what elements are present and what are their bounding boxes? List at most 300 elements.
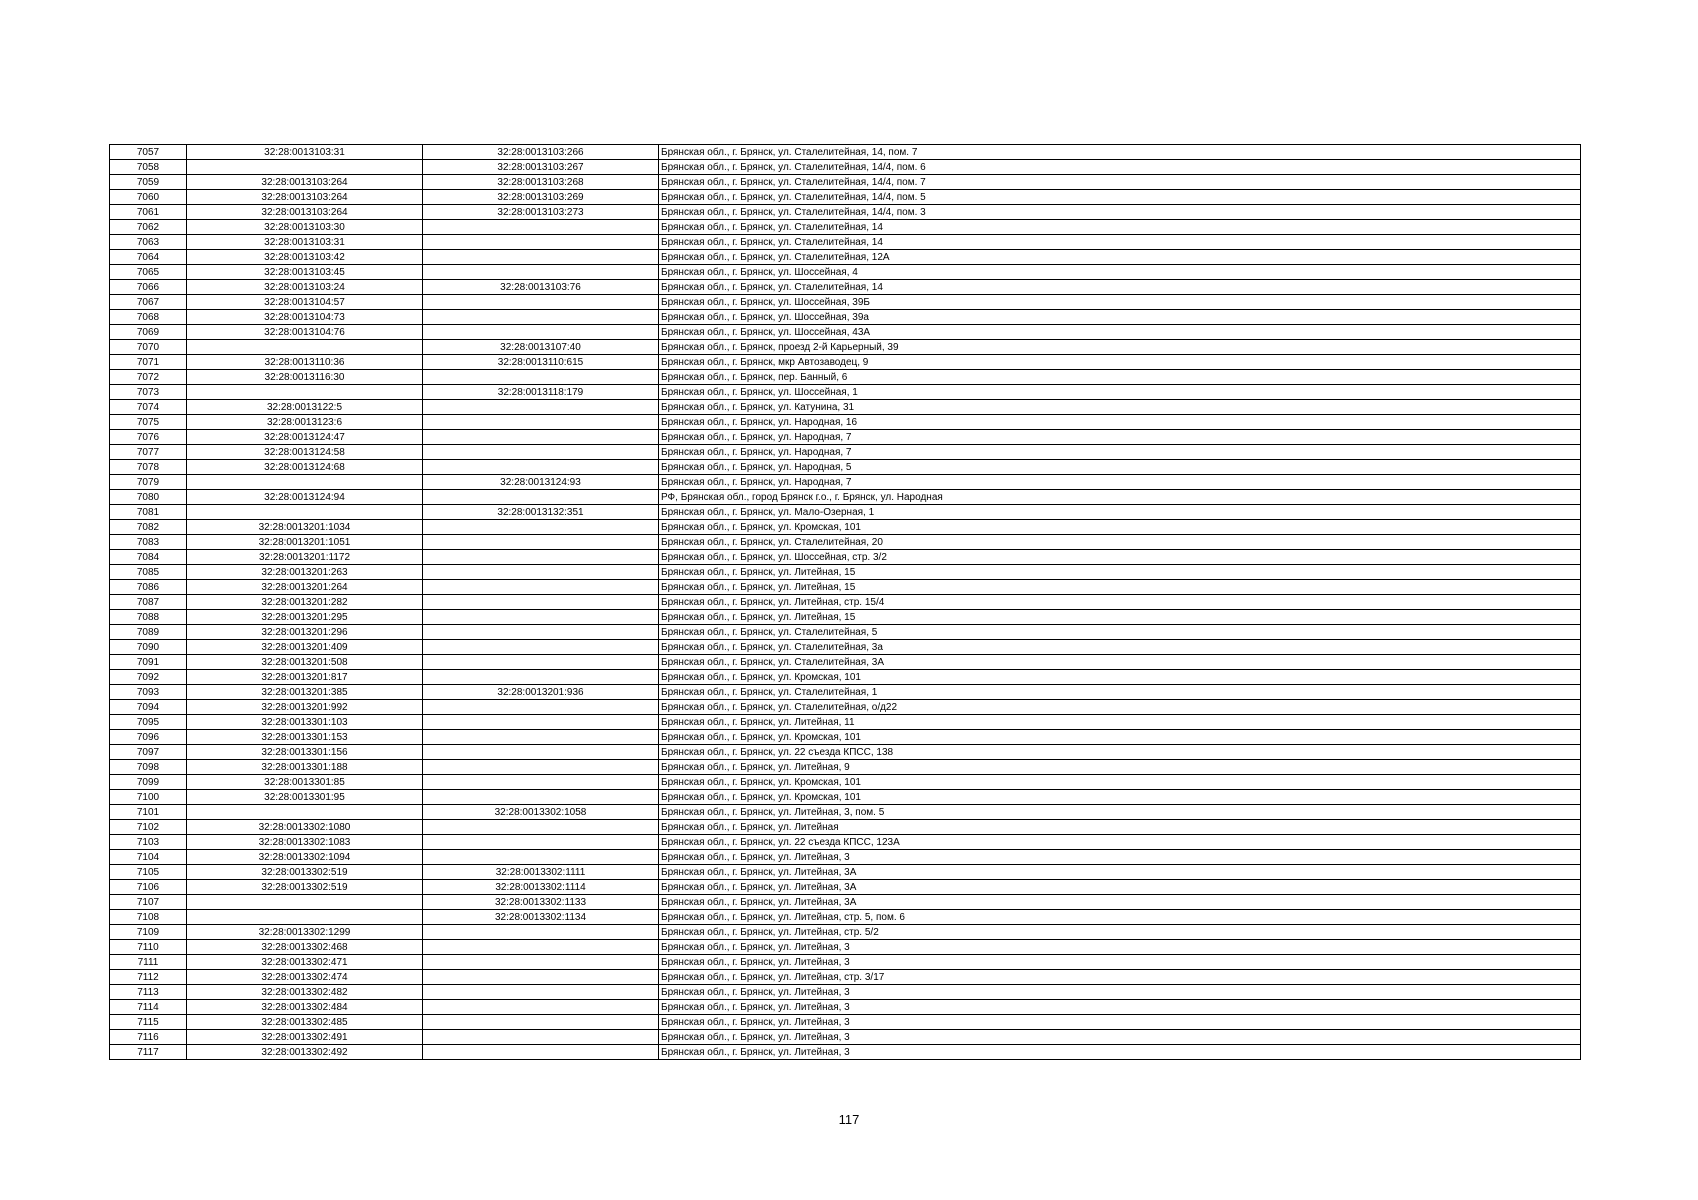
parcel-number-cell: 32:28:0013201:295 (187, 610, 423, 625)
building-number-cell: 32:28:0013103:76 (423, 280, 659, 295)
parcel-number-cell: 32:28:0013302:485 (187, 1015, 423, 1030)
building-number-cell: 32:28:0013103:267 (423, 160, 659, 175)
address-cell: Брянская обл., г. Брянск, ул. Сталелитейная, 14, пом. 7 (659, 145, 1581, 160)
address-cell: Брянская обл., г. Брянск, ул. Сталелитейная, 1 (659, 685, 1581, 700)
parcel-number-cell (187, 340, 423, 355)
parcel-number-cell: 32:28:0013301:156 (187, 745, 423, 760)
table-row (110, 805, 1581, 820)
row-number-cell: 7077 (110, 445, 187, 460)
address-cell: Брянская обл., г. Брянск, ул. Сталелитейная, 14/4, пом. 6 (659, 160, 1581, 175)
address-cell: Брянская обл., г. Брянск, ул. Катунина, 31 (659, 400, 1581, 415)
address-cell: Брянская обл., г. Брянск, ул. Шоссейная, 39а (659, 310, 1581, 325)
parcel-number-cell: 32:28:0013104:76 (187, 325, 423, 340)
row-number-cell: 7060 (110, 190, 187, 205)
row-number-cell: 7072 (110, 370, 187, 385)
parcel-number-cell: 32:28:0013201:409 (187, 640, 423, 655)
row-number-cell: 7112 (110, 970, 187, 985)
table-row (110, 370, 1581, 385)
building-number-cell (423, 610, 659, 625)
parcel-number-cell: 32:28:0013201:296 (187, 625, 423, 640)
building-number-cell (423, 535, 659, 550)
table-row (110, 760, 1581, 775)
address-cell: РФ, Брянская обл., город Брянск г.о., г. Брянск, ул. Народная (659, 490, 1581, 505)
parcel-number-cell: 32:28:0013104:73 (187, 310, 423, 325)
row-number-cell: 7062 (110, 220, 187, 235)
address-cell: Брянская обл., г. Брянск, ул. Литейная, 3А (659, 895, 1581, 910)
building-number-cell (423, 460, 659, 475)
row-number-cell: 7103 (110, 835, 187, 850)
table-row (110, 280, 1581, 295)
parcel-number-cell (187, 475, 423, 490)
building-number-cell: 32:28:0013103:269 (423, 190, 659, 205)
row-number-cell: 7102 (110, 820, 187, 835)
row-number-cell: 7078 (110, 460, 187, 475)
parcel-number-cell: 32:28:0013201:1034 (187, 520, 423, 535)
address-cell: Брянская обл., г. Брянск, ул. Литейная, 11 (659, 715, 1581, 730)
table-row (110, 700, 1581, 715)
table-row (110, 385, 1581, 400)
parcel-number-cell: 32:28:0013103:264 (187, 205, 423, 220)
parcel-number-cell: 32:28:0013201:508 (187, 655, 423, 670)
row-number-cell: 7073 (110, 385, 187, 400)
row-number-cell: 7105 (110, 865, 187, 880)
address-cell: Брянская обл., г. Брянск, ул. Народная, 16 (659, 415, 1581, 430)
row-number-cell: 7074 (110, 400, 187, 415)
address-cell: Брянская обл., г. Брянск, ул. Литейная, 3 (659, 850, 1581, 865)
table-row (110, 775, 1581, 790)
building-number-cell (423, 715, 659, 730)
row-number-cell: 7116 (110, 1030, 187, 1045)
address-cell: Брянская обл., г. Брянск, ул. Кромская, 101 (659, 790, 1581, 805)
parcel-number-cell: 32:28:0013302:491 (187, 1030, 423, 1045)
building-number-cell (423, 595, 659, 610)
table-row (110, 205, 1581, 220)
parcel-number-cell: 32:28:0013301:85 (187, 775, 423, 790)
building-number-cell (423, 940, 659, 955)
parcel-number-cell: 32:28:0013301:103 (187, 715, 423, 730)
row-number-cell: 7091 (110, 655, 187, 670)
address-cell: Брянская обл., г. Брянск, ул. Литейная, 15 (659, 580, 1581, 595)
table-row (110, 580, 1581, 595)
building-number-cell (423, 250, 659, 265)
parcel-number-cell: 32:28:0013103:264 (187, 175, 423, 190)
table-row (110, 910, 1581, 925)
parcel-number-cell: 32:28:0013301:153 (187, 730, 423, 745)
parcel-number-cell: 32:28:0013201:385 (187, 685, 423, 700)
row-number-cell: 7088 (110, 610, 187, 625)
row-number-cell: 7114 (110, 1000, 187, 1015)
row-number-cell: 7070 (110, 340, 187, 355)
table-row (110, 865, 1581, 880)
table-row (110, 970, 1581, 985)
building-number-cell (423, 775, 659, 790)
building-number-cell: 32:28:0013302:1111 (423, 865, 659, 880)
table-row (110, 490, 1581, 505)
row-number-cell: 7104 (110, 850, 187, 865)
building-number-cell (423, 295, 659, 310)
building-number-cell: 32:28:0013103:266 (423, 145, 659, 160)
row-number-cell: 7108 (110, 910, 187, 925)
address-cell: Брянская обл., г. Брянск, ул. Сталелитейная, о/д22 (659, 700, 1581, 715)
address-cell: Брянская обл., г. Брянск, мкр Автозаводец, 9 (659, 355, 1581, 370)
page-number: 117 (838, 1112, 860, 1127)
address-cell: Брянская обл., г. Брянск, ул. Шоссейная, 1 (659, 385, 1581, 400)
parcel-number-cell: 32:28:0013302:492 (187, 1045, 423, 1060)
address-cell: Брянская обл., г. Брянск, ул. 22 съезда КПСС, 123А (659, 835, 1581, 850)
table-row (110, 640, 1581, 655)
building-number-cell (423, 820, 659, 835)
table-row (110, 340, 1581, 355)
parcel-number-cell: 32:28:0013201:1172 (187, 550, 423, 565)
table-row (110, 430, 1581, 445)
parcel-number-cell: 32:28:0013201:992 (187, 700, 423, 715)
table-row (110, 745, 1581, 760)
building-number-cell (423, 430, 659, 445)
building-number-cell (423, 790, 659, 805)
table-row (110, 520, 1581, 535)
address-cell: Брянская обл., г. Брянск, ул. Литейная, стр. 5/2 (659, 925, 1581, 940)
building-number-cell (423, 550, 659, 565)
row-number-cell: 7065 (110, 265, 187, 280)
parcel-number-cell: 32:28:0013302:474 (187, 970, 423, 985)
building-number-cell (423, 415, 659, 430)
building-number-cell (423, 1045, 659, 1060)
building-number-cell (423, 1000, 659, 1015)
parcel-number-cell (187, 805, 423, 820)
address-cell: Брянская обл., г. Брянск, ул. Сталелитейная, 3а (659, 640, 1581, 655)
building-number-cell: 32:28:0013103:268 (423, 175, 659, 190)
table-row (110, 595, 1581, 610)
building-number-cell (423, 625, 659, 640)
table-row (110, 565, 1581, 580)
address-cell: Брянская обл., г. Брянск, ул. Кромская, 101 (659, 670, 1581, 685)
parcel-number-cell: 32:28:0013103:45 (187, 265, 423, 280)
row-number-cell: 7085 (110, 565, 187, 580)
address-cell: Брянская обл., г. Брянск, ул. Литейная, 3 (659, 1015, 1581, 1030)
address-cell: Брянская обл., г. Брянск, ул. Литейная, стр. 5, пом. 6 (659, 910, 1581, 925)
address-cell: Брянская обл., г. Брянск, ул. Кромская, 101 (659, 775, 1581, 790)
building-number-cell (423, 565, 659, 580)
address-cell: Брянская обл., г. Брянск, ул. Народная, 7 (659, 430, 1581, 445)
table-row (110, 790, 1581, 805)
parcel-number-cell (187, 505, 423, 520)
building-number-cell (423, 325, 659, 340)
building-number-cell (423, 655, 659, 670)
row-number-cell: 7084 (110, 550, 187, 565)
parcel-number-cell: 32:28:0013302:1083 (187, 835, 423, 850)
building-number-cell: 32:28:0013302:1058 (423, 805, 659, 820)
address-cell: Брянская обл., г. Брянск, ул. Народная, 5 (659, 460, 1581, 475)
row-number-cell: 7069 (110, 325, 187, 340)
table-row (110, 415, 1581, 430)
building-number-cell (423, 640, 659, 655)
parcel-number-cell: 32:28:0013302:468 (187, 940, 423, 955)
building-number-cell: 32:28:0013103:273 (423, 205, 659, 220)
row-number-cell: 7066 (110, 280, 187, 295)
row-number-cell: 7092 (110, 670, 187, 685)
address-cell: Брянская обл., г. Брянск, ул. Сталелитейная, 14 (659, 235, 1581, 250)
table-row (110, 625, 1581, 640)
building-number-cell (423, 445, 659, 460)
row-number-cell: 7071 (110, 355, 187, 370)
address-cell: Брянская обл., г. Брянск, ул. Литейная, 3, пом. 5 (659, 805, 1581, 820)
row-number-cell: 7090 (110, 640, 187, 655)
row-number-cell: 7075 (110, 415, 187, 430)
table-row (110, 460, 1581, 475)
address-cell: Брянская обл., г. Брянск, ул. Литейная, 3А (659, 865, 1581, 880)
parcel-number-cell: 32:28:0013103:31 (187, 145, 423, 160)
row-number-cell: 7063 (110, 235, 187, 250)
parcel-number-cell: 32:28:0013124:68 (187, 460, 423, 475)
row-number-cell: 7094 (110, 700, 187, 715)
row-number-cell: 7113 (110, 985, 187, 1000)
row-number-cell: 7079 (110, 475, 187, 490)
row-number-cell: 7109 (110, 925, 187, 940)
parcel-number-cell: 32:28:0013302:482 (187, 985, 423, 1000)
parcel-number-cell: 32:28:0013103:42 (187, 250, 423, 265)
parcel-number-cell: 32:28:0013103:24 (187, 280, 423, 295)
table-row (110, 235, 1581, 250)
building-number-cell: 32:28:0013302:1133 (423, 895, 659, 910)
address-cell: Брянская обл., г. Брянск, ул. Сталелитейная, 20 (659, 535, 1581, 550)
address-cell: Брянская обл., г. Брянск, ул. Шоссейная, стр. 3/2 (659, 550, 1581, 565)
address-cell: Брянская обл., г. Брянск, ул. Кромская, 101 (659, 520, 1581, 535)
parcel-number-cell: 32:28:0013201:817 (187, 670, 423, 685)
address-cell: Брянская обл., г. Брянск, ул. Шоссейная, 43А (659, 325, 1581, 340)
parcel-number-cell: 32:28:0013103:31 (187, 235, 423, 250)
table-row (110, 850, 1581, 865)
row-number-cell: 7115 (110, 1015, 187, 1030)
parcel-number-cell (187, 910, 423, 925)
address-cell: Брянская обл., г. Брянск, ул. Кромская, 101 (659, 730, 1581, 745)
building-number-cell (423, 700, 659, 715)
parcel-number-cell: 32:28:0013124:47 (187, 430, 423, 445)
table-row (110, 670, 1581, 685)
row-number-cell: 7096 (110, 730, 187, 745)
parcel-number-cell: 32:28:0013201:263 (187, 565, 423, 580)
table-row (110, 655, 1581, 670)
parcel-number-cell (187, 895, 423, 910)
address-cell: Брянская обл., г. Брянск, ул. Литейная, 3 (659, 1030, 1581, 1045)
address-cell: Брянская обл., г. Брянск, ул. Шоссейная, 4 (659, 265, 1581, 280)
building-number-cell (423, 220, 659, 235)
parcel-number-cell: 32:28:0013124:94 (187, 490, 423, 505)
building-number-cell (423, 970, 659, 985)
address-cell: Брянская обл., г. Брянск, ул. Литейная, 3 (659, 1000, 1581, 1015)
row-number-cell: 7110 (110, 940, 187, 955)
address-cell: Брянская обл., г. Брянск, ул. Мало-Озерная, 1 (659, 505, 1581, 520)
table-row (110, 160, 1581, 175)
table-row (110, 610, 1581, 625)
address-cell: Брянская обл., г. Брянск, ул. Литейная, 3 (659, 940, 1581, 955)
building-number-cell (423, 520, 659, 535)
address-cell: Брянская обл., г. Брянск, ул. Шоссейная, 39Б (659, 295, 1581, 310)
building-number-cell (423, 955, 659, 970)
table-row (110, 895, 1581, 910)
table-row (110, 505, 1581, 520)
address-cell: Брянская обл., г. Брянск, проезд 2-й Карьерный, 39 (659, 340, 1581, 355)
building-number-cell: 32:28:0013201:936 (423, 685, 659, 700)
building-number-cell (423, 490, 659, 505)
building-number-cell (423, 580, 659, 595)
table-row (110, 730, 1581, 745)
address-cell: Брянская обл., г. Брянск, ул. Литейная, 9 (659, 760, 1581, 775)
parcel-number-cell: 32:28:0013116:30 (187, 370, 423, 385)
row-number-cell: 7059 (110, 175, 187, 190)
table-row (110, 685, 1581, 700)
row-number-cell: 7064 (110, 250, 187, 265)
row-number-cell: 7089 (110, 625, 187, 640)
building-number-cell: 32:28:0013132:351 (423, 505, 659, 520)
row-number-cell: 7080 (110, 490, 187, 505)
address-cell: Брянская обл., г. Брянск, ул. Сталелитейная, 14/4, пом. 5 (659, 190, 1581, 205)
parcel-number-cell: 32:28:0013301:188 (187, 760, 423, 775)
table-row (110, 1045, 1581, 1060)
building-number-cell (423, 1015, 659, 1030)
table-row (110, 250, 1581, 265)
address-cell: Брянская обл., г. Брянск, ул. Литейная, стр. 15/4 (659, 595, 1581, 610)
address-cell: Брянская обл., г. Брянск, ул. Литейная, 15 (659, 610, 1581, 625)
building-number-cell (423, 730, 659, 745)
table-row (110, 310, 1581, 325)
parcel-number-cell: 32:28:0013103:264 (187, 190, 423, 205)
row-number-cell: 7082 (110, 520, 187, 535)
parcel-number-cell: 32:28:0013302:1299 (187, 925, 423, 940)
row-number-cell: 7061 (110, 205, 187, 220)
row-number-cell: 7099 (110, 775, 187, 790)
building-number-cell (423, 670, 659, 685)
row-number-cell: 7097 (110, 745, 187, 760)
address-cell: Брянская обл., г. Брянск, ул. Сталелитейная, 14/4, пом. 7 (659, 175, 1581, 190)
parcel-number-cell: 32:28:0013302:471 (187, 955, 423, 970)
parcel-number-cell: 32:28:0013110:36 (187, 355, 423, 370)
row-number-cell: 7083 (110, 535, 187, 550)
row-number-cell: 7058 (110, 160, 187, 175)
building-number-cell: 32:28:0013107:40 (423, 340, 659, 355)
address-cell: Брянская обл., г. Брянск, ул. Народная, 7 (659, 475, 1581, 490)
table-row (110, 925, 1581, 940)
row-number-cell: 7057 (110, 145, 187, 160)
row-number-cell: 7111 (110, 955, 187, 970)
row-number-cell: 7098 (110, 760, 187, 775)
address-cell: Брянская обл., г. Брянск, ул. Сталелитейная, 14 (659, 280, 1581, 295)
parcel-number-cell: 32:28:0013301:95 (187, 790, 423, 805)
parcel-number-cell: 32:28:0013302:484 (187, 1000, 423, 1015)
row-number-cell: 7100 (110, 790, 187, 805)
building-number-cell (423, 925, 659, 940)
table-row (110, 475, 1581, 490)
address-cell: Брянская обл., г. Брянск, ул. Литейная, 3 (659, 1045, 1581, 1060)
building-number-cell (423, 265, 659, 280)
address-cell: Брянская обл., г. Брянск, ул. Сталелитейная, 3А (659, 655, 1581, 670)
parcel-number-cell: 32:28:0013201:264 (187, 580, 423, 595)
parcel-number-cell: 32:28:0013104:57 (187, 295, 423, 310)
building-number-cell (423, 850, 659, 865)
building-number-cell: 32:28:0013302:1114 (423, 880, 659, 895)
parcel-number-cell: 32:28:0013123:6 (187, 415, 423, 430)
table-row (110, 175, 1581, 190)
table-row (110, 445, 1581, 460)
parcel-number-cell: 32:28:0013302:519 (187, 880, 423, 895)
address-cell: Брянская обл., г. Брянск, ул. Сталелитейная, 14/4, пом. 3 (659, 205, 1581, 220)
building-number-cell (423, 370, 659, 385)
table-row (110, 820, 1581, 835)
parcel-number-cell: 32:28:0013201:282 (187, 595, 423, 610)
table-row (110, 295, 1581, 310)
table-body (110, 145, 1581, 1060)
table-row (110, 1000, 1581, 1015)
building-number-cell (423, 1030, 659, 1045)
address-cell: Брянская обл., г. Брянск, ул. Литейная, 15 (659, 565, 1581, 580)
table-row (110, 1030, 1581, 1045)
table-row (110, 1015, 1581, 1030)
address-cell: Брянская обл., г. Брянск, пер. Банный, 6 (659, 370, 1581, 385)
parcel-number-cell: 32:28:0013124:58 (187, 445, 423, 460)
table-row (110, 355, 1581, 370)
building-number-cell: 32:28:0013302:1134 (423, 910, 659, 925)
parcel-number-cell: 32:28:0013302:1094 (187, 850, 423, 865)
building-number-cell (423, 985, 659, 1000)
table-row (110, 955, 1581, 970)
building-number-cell (423, 235, 659, 250)
address-cell: Брянская обл., г. Брянск, ул. Сталелитейная, 5 (659, 625, 1581, 640)
table-row (110, 190, 1581, 205)
cadastral-table (109, 144, 1581, 1060)
building-number-cell (423, 310, 659, 325)
building-number-cell: 32:28:0013110:615 (423, 355, 659, 370)
building-number-cell: 32:28:0013118:179 (423, 385, 659, 400)
parcel-number-cell (187, 160, 423, 175)
table-row (110, 940, 1581, 955)
row-number-cell: 7067 (110, 295, 187, 310)
row-number-cell: 7095 (110, 715, 187, 730)
row-number-cell: 7086 (110, 580, 187, 595)
building-number-cell (423, 835, 659, 850)
row-number-cell: 7117 (110, 1045, 187, 1060)
table-row (110, 325, 1581, 340)
address-cell: Брянская обл., г. Брянск, ул. Литейная, 3А (659, 880, 1581, 895)
parcel-number-cell: 32:28:0013103:30 (187, 220, 423, 235)
address-cell: Брянская обл., г. Брянск, ул. 22 съезда КПСС, 138 (659, 745, 1581, 760)
table-row (110, 985, 1581, 1000)
row-number-cell: 7076 (110, 430, 187, 445)
address-cell: Брянская обл., г. Брянск, ул. Литейная (659, 820, 1581, 835)
row-number-cell: 7093 (110, 685, 187, 700)
parcel-number-cell: 32:28:0013302:519 (187, 865, 423, 880)
row-number-cell: 7087 (110, 595, 187, 610)
address-cell: Брянская обл., г. Брянск, ул. Литейная, 3 (659, 985, 1581, 1000)
parcel-number-cell: 32:28:0013122:5 (187, 400, 423, 415)
parcel-number-cell: 32:28:0013302:1080 (187, 820, 423, 835)
address-cell: Брянская обл., г. Брянск, ул. Сталелитейная, 12А (659, 250, 1581, 265)
building-number-cell (423, 745, 659, 760)
parcel-number-cell: 32:28:0013201:1051 (187, 535, 423, 550)
address-cell: Брянская обл., г. Брянск, ул. Народная, 7 (659, 445, 1581, 460)
row-number-cell: 7101 (110, 805, 187, 820)
row-number-cell: 7081 (110, 505, 187, 520)
address-cell: Брянская обл., г. Брянск, ул. Сталелитейная, 14 (659, 220, 1581, 235)
row-number-cell: 7107 (110, 895, 187, 910)
address-cell: Брянская обл., г. Брянск, ул. Литейная, 3 (659, 955, 1581, 970)
row-number-cell: 7106 (110, 880, 187, 895)
row-number-cell: 7068 (110, 310, 187, 325)
table-row (110, 265, 1581, 280)
table-row (110, 715, 1581, 730)
table-row (110, 550, 1581, 565)
table-row (110, 145, 1581, 160)
address-cell: Брянская обл., г. Брянск, ул. Литейная, стр. 3/17 (659, 970, 1581, 985)
building-number-cell (423, 760, 659, 775)
